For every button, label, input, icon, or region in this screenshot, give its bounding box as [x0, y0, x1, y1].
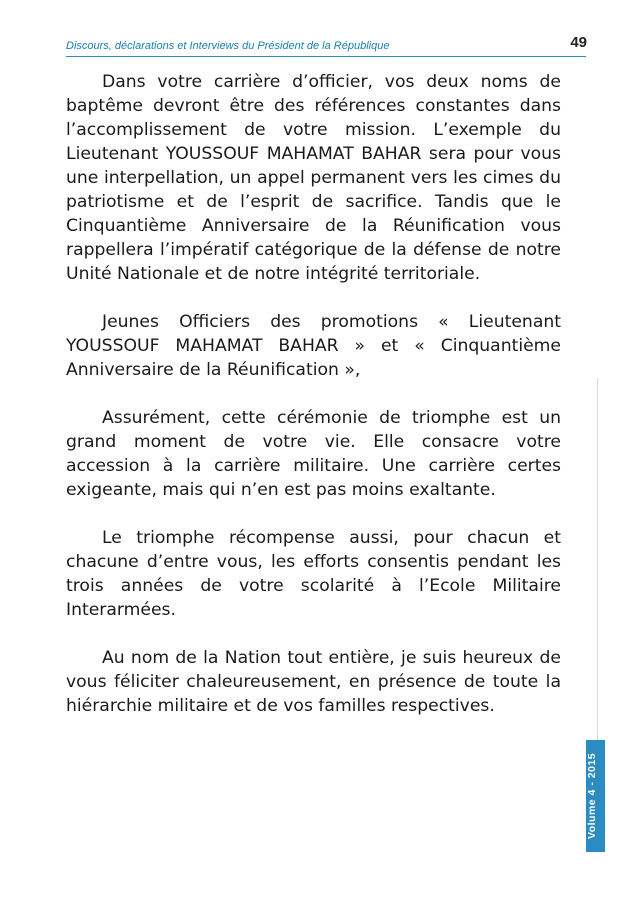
paragraph: Jeunes Officiers des promotions « Lieutenant YOUSSOUF MAHAMAT BAHAR » et « Cinquantième Anniversaire de la Réunification »,: [66, 312, 561, 380]
paragraph: Assurément, cette cérémonie de triomphe est un grand moment de votre vie. Elle consacre votre accession à la carrière militaire. Une carrière certes exigeante, mais qui n’en est pas moins exaltante.: [66, 408, 561, 500]
page-body: [66, 70, 561, 742]
header-divider: [66, 56, 586, 57]
page-number: 49: [570, 34, 587, 51]
paragraph: Le triomphe récompense aussi, pour chacun et chacune d’entre vous, les efforts consentis pendant les trois années de votre scolarité à l’Ecole Militaire Interarmées.: [66, 528, 561, 620]
running-header-title: Discours, déclarations et Interviews du Président de la République: [66, 40, 390, 52]
side-margin-line: [597, 378, 598, 740]
paragraph: Au nom de la Nation tout entière, je suis heureux de vous féliciter chaleureusement, en présence de toute la hiérarchie militaire et de vos familles respectives.: [66, 648, 561, 716]
volume-label: Volume 4 - 2015: [586, 752, 598, 840]
paragraph: Dans votre carrière d’officier, vos deux noms de baptême devront être des références constantes dans l’accomplissement de votre mission. L’exemple du Lieutenant YOUSSOUF MAHAMAT BAHAR sera pour vous une interpellation, un appel permanent vers les cimes du patriotisme et de l’esprit de sacrifice. Tandis que le Cinquantième Anniversaire de la Réunification vous rappellera l’impératif catégorique de la défense de notre Unité Nationale et de notre intégrité territoriale.: [66, 72, 561, 284]
